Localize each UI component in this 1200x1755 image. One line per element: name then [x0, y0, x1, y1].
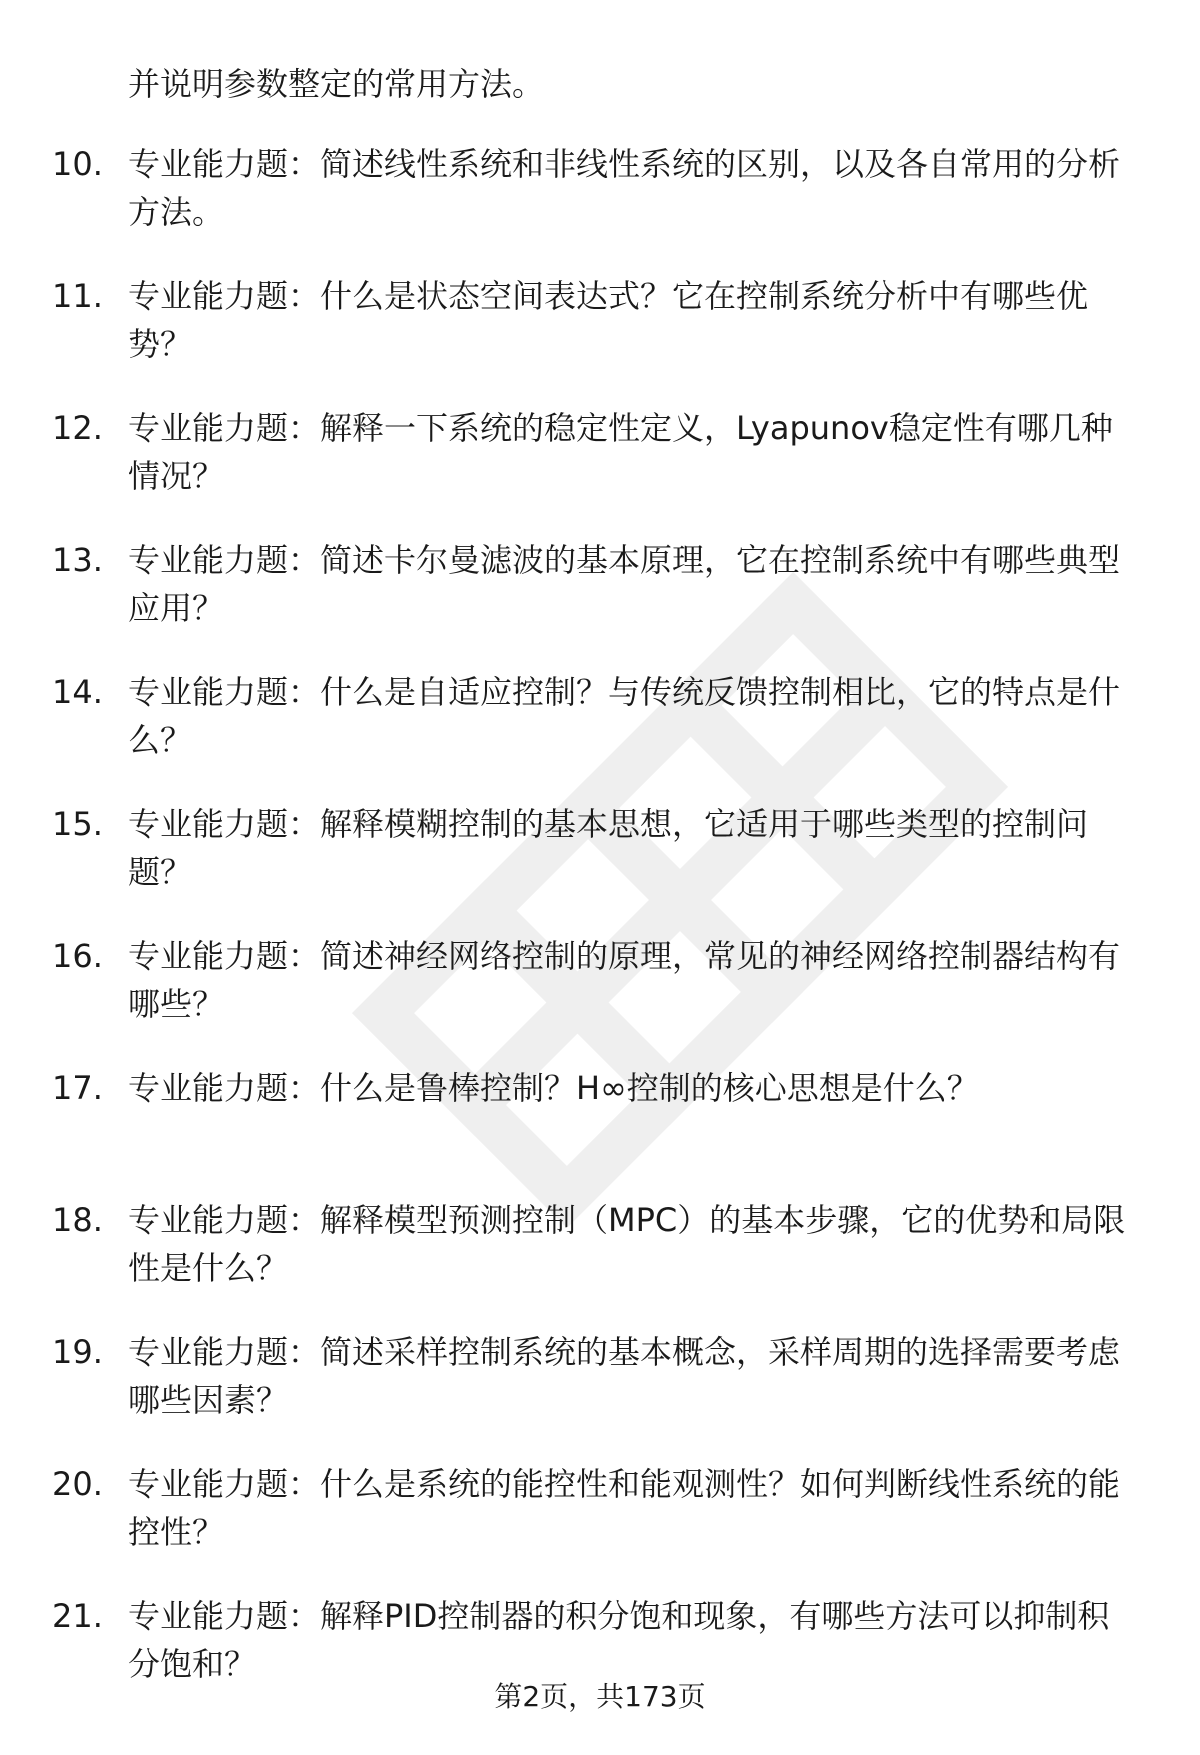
question-text: 专业能力题：解释模型预测控制（MPC）的基本步骤，它的优势和局限性是什么？ [128, 1201, 1126, 1287]
page-number-footer: 第2页，共173页 [494, 1680, 706, 1713]
question-number: 20. [52, 1465, 103, 1503]
question-text: 专业能力题：简述采样控制系统的基本概念，采样周期的选择需要考虑哪些因素？ [128, 1333, 1121, 1419]
list-item [0, 668, 1200, 800]
list-item [0, 932, 1200, 1064]
list-item [0, 272, 1200, 404]
question-text: 专业能力题：解释模糊控制的基本思想，它适用于哪些类型的控制问题？ [128, 805, 1089, 891]
list-item [0, 1328, 1200, 1460]
question-number: 16. [52, 937, 103, 975]
continuation-text: 并说明参数整定的常用方法。 [128, 65, 545, 103]
list-item [0, 1064, 1200, 1196]
question-text: 专业能力题：解释PID控制器的积分饱和现象，有哪些方法可以抑制积分饱和？ [128, 1597, 1110, 1683]
question-text: 专业能力题：简述神经网络控制的原理，常见的神经网络控制器结构有哪些？ [128, 937, 1121, 1023]
list-item [0, 404, 1200, 536]
question-text: 专业能力题：什么是系统的能控性和能观测性？如何判断线性系统的能控性？ [128, 1465, 1121, 1551]
question-number: 14. [52, 673, 103, 711]
question-number: 19. [52, 1333, 103, 1371]
question-text: 专业能力题：解释一下系统的稳定性定义，Lyapunov稳定性有哪几种情况？ [128, 409, 1113, 495]
list-item [0, 1460, 1200, 1592]
question-number: 13. [52, 541, 103, 579]
list-item [0, 800, 1200, 932]
list-item [0, 140, 1200, 272]
list-item [0, 1196, 1200, 1328]
question-number: 15. [52, 805, 103, 843]
question-text: 专业能力题：简述线性系统和非线性系统的区别，以及各自常用的分析方法。 [128, 145, 1121, 231]
question-number: 12. [52, 409, 103, 447]
question-text: 专业能力题：什么是自适应控制？与传统反馈控制相比，它的特点是什么？ [128, 673, 1121, 759]
question-number: 17. [52, 1069, 103, 1107]
question-number: 11. [52, 277, 103, 315]
question-number: 18. [52, 1201, 103, 1239]
question-list [0, 140, 1200, 1724]
question-number: 21. [52, 1597, 103, 1635]
question-number: 10. [52, 145, 103, 183]
question-text: 专业能力题：什么是状态空间表达式？它在控制系统分析中有哪些优势？ [128, 277, 1089, 363]
question-text: 专业能力题：简述卡尔曼滤波的基本原理，它在控制系统中有哪些典型应用？ [128, 541, 1121, 627]
question-text: 专业能力题：什么是鲁棒控制？H∞控制的核心思想是什么？ [128, 1069, 979, 1107]
list-item [0, 536, 1200, 668]
